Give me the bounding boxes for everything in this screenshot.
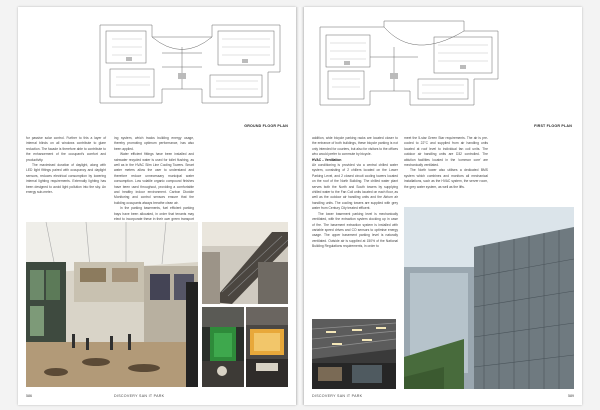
ceiling-photo (312, 319, 396, 389)
plan-caption: GROUND FLOOR PLAN (244, 124, 288, 128)
text-column-1 (26, 136, 106, 195)
paragraph: meet the 5-star Green Star requirements. The air is pre-cooled to 22°C and supplied from air handling units located at roof level to individual fan coil units. The outdoor air handling units are D32 controlled. The ablution facilities located in the 'common core' are mechanically ventilated. (404, 136, 488, 168)
facade-photo (404, 207, 574, 389)
footer-title: DISCOVERY SAN IT PARK (114, 394, 165, 398)
ground-floor-plan-drawing (92, 17, 288, 112)
paragraph: ing system, which tracks building energy usage, thereby promoting optimum performance, has also been applied. (114, 136, 194, 151)
right-page (304, 7, 582, 405)
reception-photo (246, 307, 288, 387)
paragraph: addition, wide bicycle parking racks are located closer to the entrance of both buildings, these bicycle parking is not only intended for couriers, but also for visitors to the offices who would prefer to commute by bicycle. (312, 136, 398, 157)
paragraph: The lower basement parking level is mechanically ventilated, with the extraction system clocking up in case of fire. The basement extraction system is installed with variable speed drives and CO sensors to optimise energy usage. The upper basement parking level is naturally ventilated. Outside air is supplied at 150% of the National Building Regulations requirements, in order to (312, 211, 398, 249)
paragraph: Water efficient fittings have been installed and rainwater recycled water is used for toilet flushing, as well as in the HVAC Slim Line Cooling Towers. Smart water meters allow the user to understand and therefore reduce unnecessary municipal water consumption. Low volatile organic compound finishes have been used throughout, providing a comfortable and healthy indoor environment. Carbon Dioxide Monitoring and control sensors ensure that the building occupants always breathe clean air. (114, 152, 194, 205)
page-number: 586 (26, 394, 32, 398)
plan-caption: FIRST FLOOR PLAN (534, 124, 572, 128)
first-floor-plan-drawing (314, 17, 504, 112)
atrium-photo (26, 222, 198, 387)
page-number: 589 (568, 394, 574, 398)
text-column-2 (404, 136, 488, 190)
book-gutter (296, 7, 304, 405)
left-page (18, 7, 296, 405)
paragraph: for passive solar control. Further to this a layer of internal blinds on all windows contribute to glare reduction. The facade is therefore able to contribute to the enhancement of the occupant's comfort and productivity. (26, 136, 106, 162)
section-heading: HVAC – Ventilation (312, 157, 342, 162)
paragraph: Air conditioning is provided via a central chilled water system, consisting of 2 chillers located on the Lower Parking Level, and 2 closed circuit cooling towers located on the roof of the North Building. The chilled water plant serves both the North and South towers by supplying chilled water to the Fan Coil units located on each floor, as well as the outdoor air handling units and the Atrium air handling units. The cooling towers are supplied with grey water from Century City treated effluent. (312, 163, 398, 211)
green-interior-photo (202, 307, 244, 387)
text-column-1 (312, 136, 398, 250)
footer-title: DISCOVERY SAN IT PARK (312, 394, 363, 398)
paragraph: The North tower also utilises a dedicated BMS system which combines and monitors all mechanical installations, such as the HVAC system, the server room, the grey water system, as well as the lifts. (404, 168, 488, 189)
paragraph: In the parking basements, fuel efficient parking bays have been allocated, in order that tenants may elect to incorporate these in their own green transport (114, 206, 194, 222)
stair-photo (202, 222, 288, 304)
paragraph: The maximised duration of daylight, along with LED light fittings paired with occupancy and daylight sensors, reduces electrical consumption by lowering internal lighting requirements. Externally lighting has been designed to avoid light pollution into the sky. An energy sub-meter- (26, 163, 106, 195)
